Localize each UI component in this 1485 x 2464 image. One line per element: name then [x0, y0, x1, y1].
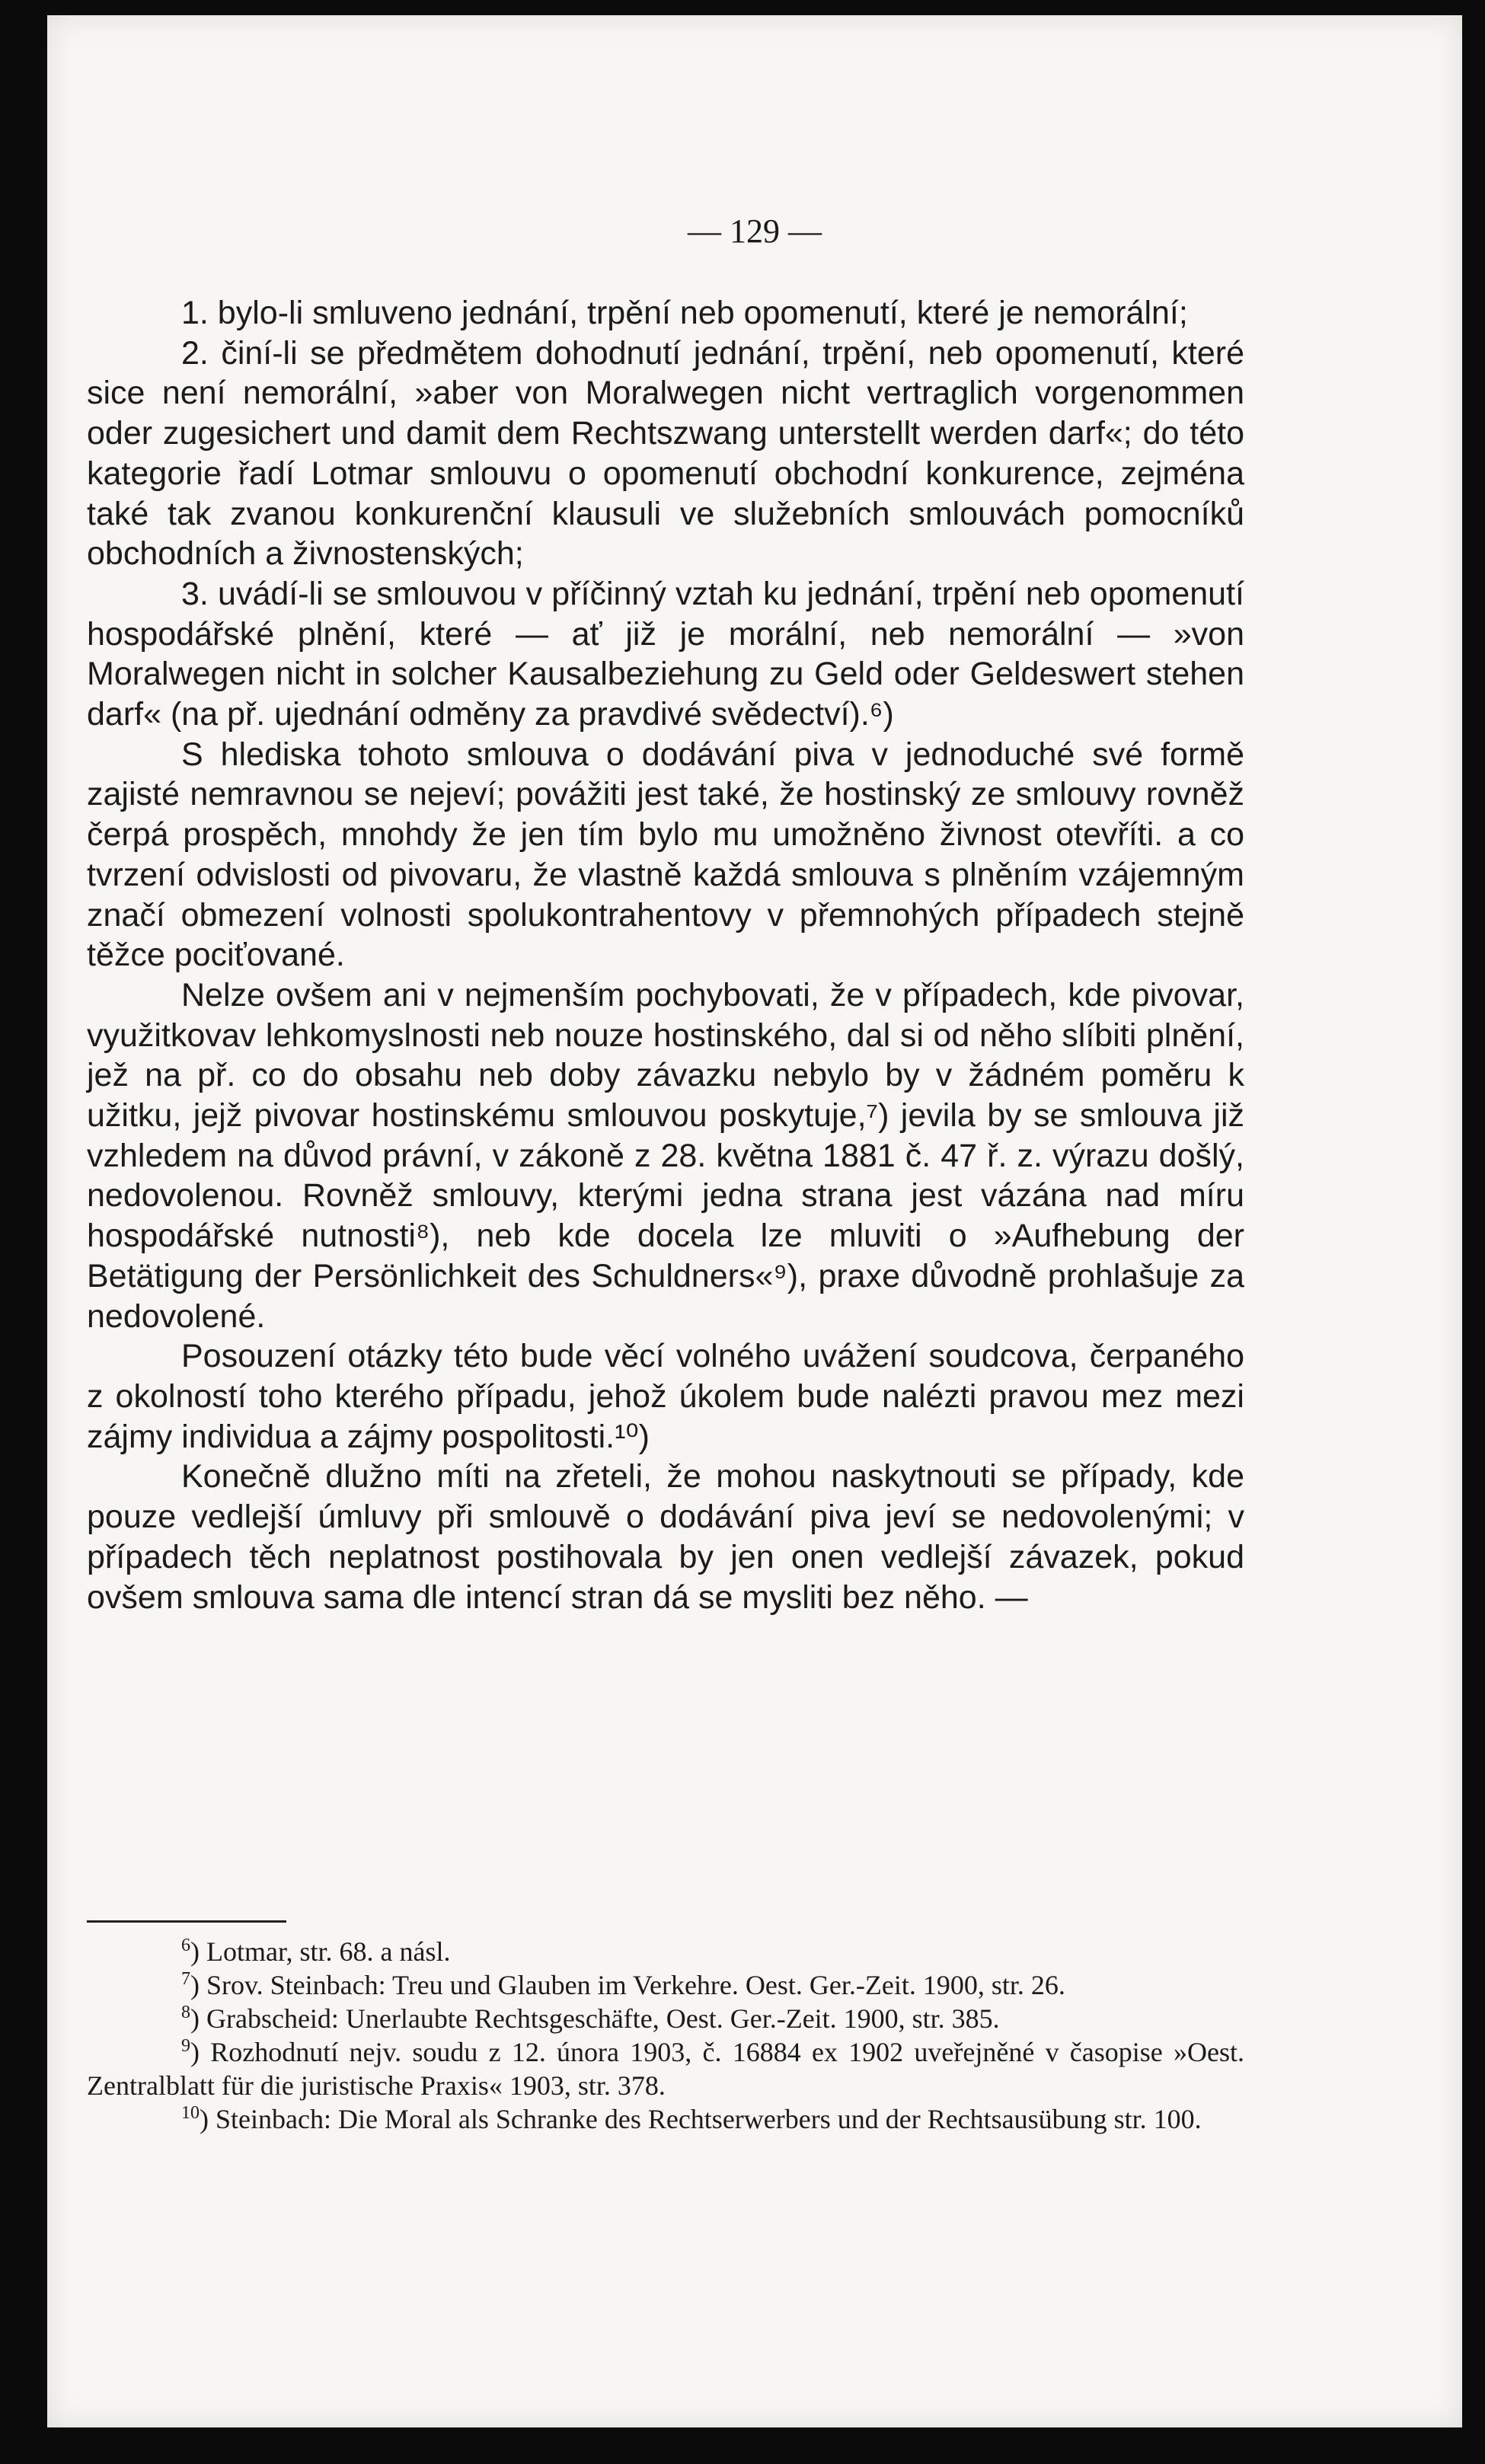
- footnote-6: [87, 1935, 1244, 1968]
- paragraph-item-1: 1. bylo-li smluveno jednání, trpění neb opomenutí, které je nemorální;: [181, 295, 1188, 331]
- footnote-mark: 10: [181, 2103, 200, 2123]
- footnote-text: ) Lotmar, str. 68. a násl.: [190, 1936, 451, 1967]
- footnote-7: [87, 1968, 1244, 2002]
- footnote-10: [87, 2102, 1244, 2136]
- footnote-text: ) Rozhodnutí nejv. soudu z 12. února 1903, č. 16884 ex 1902 uveřejněné v časopise »Oest. Zentralblatt für die juristische Praxis« 1903, str. 378.: [87, 2037, 1244, 2101]
- footnote-mark: 6: [181, 1936, 190, 1955]
- paragraph-posouzeni: Posouzení otázky této bude věcí volného uvážení soudcova, čerpaného z okolností toho kterého případu, jehož úkolem bude nalézti pravou mez mezi zájmy individua a zájmy pospolitosti.¹⁰): [87, 1338, 1244, 1455]
- paragraph-s-hlediska: S hlediska tohoto smlouva o dodávání piva v jednoduché své formě zajisté nemravnou se nejeví; povážiti jest také, že hostinský ze smlouvy rovněž čerpá prospěch, mnohdy že jen tím bylo mu umožněno živnost otevříti. a co tvrzení odvislosti od pivovaru, že vlastně každá smlouva s plněním vzájemným značí obmezení volnosti spolukontrahentovy v přemnohých případech stejně těžce pociťované.: [87, 736, 1244, 974]
- footnote-9: [87, 2035, 1244, 2102]
- footnote-text: ) Grabscheid: Unerlaubte Rechtsgeschäfte, Oest. Ger.-Zeit. 1900, str. 385.: [190, 2003, 1000, 2034]
- footnotes: [87, 1935, 1244, 2136]
- paragraph-konecne: Konečně dlužno míti na zřeteli, že mohou naskytnouti se případy, kde pouze vedlejší úmluvy při smlouvě o dodávání piva jeví se nedovolenými; v případech těch neplatnost postihovala by jen onen vedlejší závazek, pokud ovšem smlouva sama dle intencí stran dá se mysliti bez něho. —: [87, 1458, 1244, 1616]
- footnote-mark: 7: [181, 1969, 190, 1989]
- paragraph-item-3: 3. uvádí-li se smlouvou v příčinný vztah ku jednání, trpění neb opomenutí hospodářské plnění, které — ať již je morální, neb nemorální — »von Moralwegen nicht in solcher Kausalbeziehung zu Geld oder Geldeswert stehen darf« (na př. ujednání odměny za pravdivé svědectví).⁶): [87, 575, 1244, 733]
- page-number: — 129 —: [688, 212, 822, 250]
- footnote-divider: [87, 1920, 286, 1923]
- footnote-mark: 9: [181, 2036, 190, 2056]
- paragraph-item-2: 2. činí-li se předmětem dohodnutí jednání, trpění, neb opomenutí, které sice není nemorální, »aber von Moralwegen nicht vertraglich vorgenommen oder zugesichert und damit dem Rechtszwang unterstellt werden darf«; do této kategorie řadí Lotmar smlouvu o opomenutí obchodní konkurence, zejména také tak zvanou konkurenční klausuli ve služebních smlouvách pomocníků obchodních a živnostenských;: [87, 334, 1244, 573]
- footnote-text: ) Steinbach: Die Moral als Schranke des Rechtserwerbers und der Rechtsausübung str. 100.: [200, 2104, 1202, 2134]
- footnote-text: ) Srov. Steinbach: Treu und Glauben im Verkehre. Oest. Ger.-Zeit. 1900, str. 26.: [190, 1970, 1065, 2000]
- footnote-8: [87, 2002, 1244, 2035]
- main-text: [87, 293, 1244, 1617]
- paragraph-nelze-ovsem: Nelze ovšem ani v nejmenším pochybovati, že v případech, kde pivovar, využitkovav lehkomyslnosti neb nouze hostinského, dal si od něho slíbiti plnění, jež na př. co do obsahu neb doby závazku nebylo by v žádném poměru k užitku, jejž pivovar hostinskému smlouvou poskytuje,⁷) jevila by se smlouva již vzhledem na důvod právní, v zákoně z 28. května 1881 č. 47 ř. z. výrazu došlý, nedovolenou. Rovněž smlouvy, kterými jedna strana jest vázána nad míru hospodářské nutnosti⁸), neb kde docela lze mluviti o »Aufhebung der Betätigung der Persönlichkeit des Schuldners«⁹), praxe důvodně prohlašuje za nedovolené.: [87, 976, 1244, 1335]
- footnote-mark: 8: [181, 2003, 190, 2022]
